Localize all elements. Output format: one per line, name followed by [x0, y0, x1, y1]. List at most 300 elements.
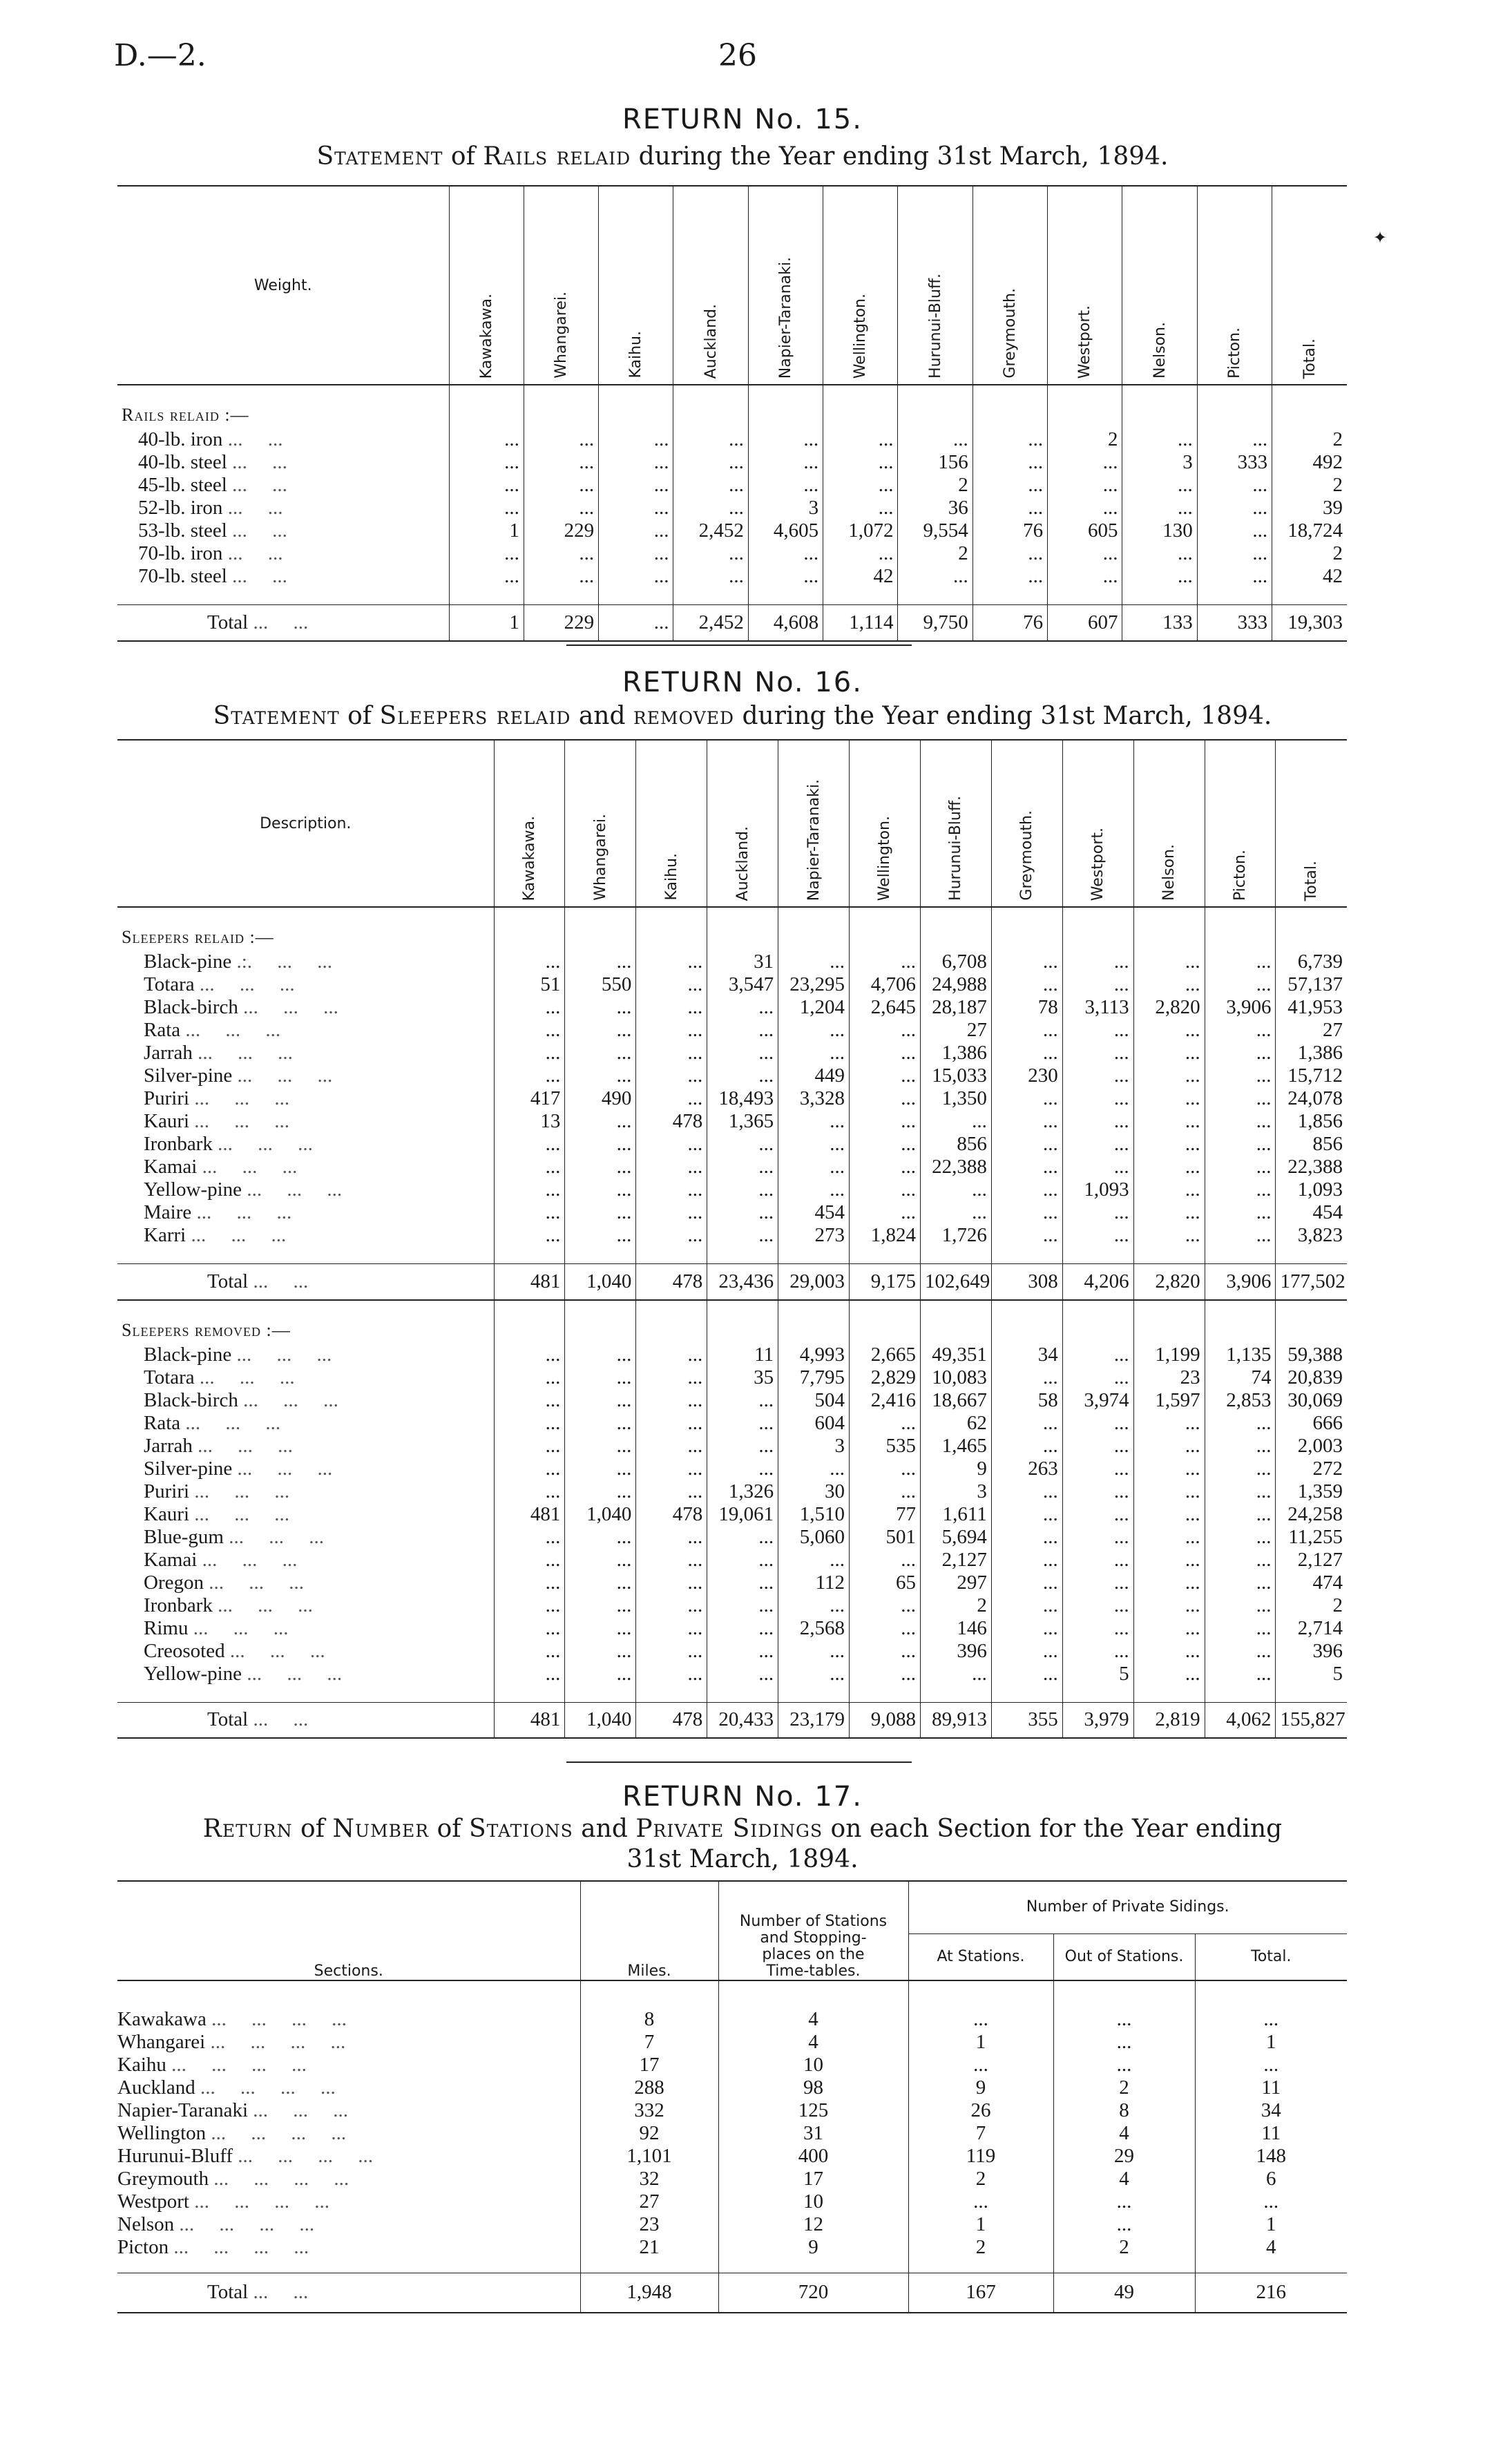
leader-dots: ... ... ...: [199, 973, 295, 995]
table-cell: ...: [1205, 1549, 1276, 1572]
row-label-text: Puriri: [144, 1087, 190, 1109]
table-cell: ...: [1197, 565, 1272, 588]
table-cell: 65: [850, 1572, 921, 1594]
row-label: [117, 1110, 494, 1133]
row-label: [117, 474, 449, 497]
table-cell: ...: [707, 1224, 778, 1247]
column-header: [707, 740, 778, 907]
row-label: [117, 1458, 494, 1480]
column-header: [1133, 740, 1205, 907]
table-cell: ...: [991, 951, 1062, 973]
table-cell: ...: [1205, 1617, 1276, 1640]
row-label: [117, 2122, 580, 2145]
leader-dots: ... ...: [227, 497, 283, 519]
table-cell: 396: [920, 1640, 991, 1663]
row-label: [117, 1617, 494, 1640]
table-cell: 4: [718, 2031, 908, 2054]
table-cell: ...: [494, 1042, 565, 1064]
table-row: [117, 2099, 1347, 2122]
table-cell: ...: [636, 1344, 707, 1366]
table-cell: ...: [449, 474, 524, 497]
column-header-label: Westport.: [1089, 827, 1107, 901]
row-label: [117, 1594, 494, 1617]
table-cell: 27: [920, 1019, 991, 1042]
table-cell: ...: [565, 1572, 636, 1594]
row-label: [117, 428, 449, 451]
table-cell: 133: [1122, 605, 1197, 641]
table-cell: 4: [1053, 2122, 1195, 2145]
row-label-text: Totara: [144, 973, 195, 995]
table-cell: ...: [565, 1064, 636, 1087]
table-cell: ...: [707, 1572, 778, 1594]
leader-dots: ... ...: [253, 1270, 309, 1292]
table-cell: ...: [494, 1344, 565, 1366]
row-label-text: Total: [207, 2281, 249, 2304]
column-header: [1122, 186, 1197, 385]
table-cell: ...: [636, 1594, 707, 1617]
column-header: [1062, 740, 1133, 907]
table-cell: 13: [494, 1110, 565, 1133]
table-cell: ...: [1205, 1594, 1276, 1617]
total-row: [117, 2273, 1347, 2313]
column-header: [1197, 186, 1272, 385]
table-cell: ...: [673, 565, 748, 588]
column-header: [748, 186, 823, 385]
table-cell: ...: [1133, 1064, 1205, 1087]
table-cell: 2,665: [850, 1344, 921, 1366]
row-label: [117, 497, 449, 519]
description-header: Description.: [260, 814, 352, 832]
row-label: [117, 1224, 494, 1247]
page-number: 26: [718, 38, 757, 73]
leader-dots: ... ... ...: [243, 1388, 338, 1411]
table-cell: ...: [449, 428, 524, 451]
out-of-stations-header: Out of Stations.: [1053, 1933, 1195, 1980]
table-cell: ...: [1133, 951, 1205, 973]
table-cell: 1,386: [920, 1042, 991, 1064]
table-cell: 42: [1272, 565, 1347, 588]
table-cell: ...: [707, 1133, 778, 1156]
leader-dots: ... ... ... ...: [179, 2213, 315, 2235]
row-label-text: Greymouth: [117, 2168, 209, 2190]
table-cell: ...: [707, 1064, 778, 1087]
table-cell: ...: [1133, 1458, 1205, 1480]
table-cell: ...: [1062, 1617, 1133, 1640]
table-cell: ...: [524, 497, 598, 519]
table-cell: ...: [748, 542, 823, 565]
leader-dots: ... ... ...: [193, 1616, 289, 1639]
row-label-text: 70-lb. iron: [138, 542, 223, 564]
leader-dots: ... ...: [232, 565, 287, 587]
table-cell: ...: [636, 996, 707, 1019]
table-cell: ...: [920, 1201, 991, 1224]
table-cell: ...: [1062, 1549, 1133, 1572]
table-cell: ...: [991, 1526, 1062, 1549]
table-row: [117, 474, 1347, 497]
sleepers-table: [117, 739, 1347, 1739]
table-cell: ...: [973, 428, 1047, 451]
row-label-text: Oregon: [144, 1571, 204, 1594]
table-cell: 29: [1053, 2145, 1195, 2168]
table-cell: 26: [908, 2099, 1053, 2122]
table-cell: 4: [718, 2008, 908, 2031]
table-cell: ...: [707, 1663, 778, 1685]
leader-dots: ... ... ... ...: [200, 2076, 336, 2099]
row-label-text: Rimu: [144, 1616, 189, 1639]
table-cell: ...: [1205, 973, 1276, 996]
table-cell: ...: [991, 1640, 1062, 1663]
table-cell: ...: [991, 1480, 1062, 1503]
table-cell: ...: [636, 1064, 707, 1087]
leader-dots: ... ...: [253, 1708, 309, 1731]
table-cell: ...: [991, 1087, 1062, 1110]
table-cell: ...: [1133, 973, 1205, 996]
table-cell: ...: [494, 1064, 565, 1087]
table-cell: ...: [707, 1178, 778, 1201]
table-cell: ...: [524, 474, 598, 497]
table-cell: ...: [1122, 542, 1197, 565]
leader-dots: ... ... ...: [202, 1156, 298, 1178]
table-cell: ...: [636, 1366, 707, 1389]
row-label: [117, 1480, 494, 1503]
table-cell: ...: [565, 1178, 636, 1201]
table-cell: 24,988: [920, 973, 991, 996]
table-cell: 5,694: [920, 1526, 991, 1549]
table-cell: ...: [991, 1224, 1062, 1247]
table-cell: ...: [707, 1412, 778, 1435]
table-cell: ...: [778, 1178, 850, 1201]
table-cell: ...: [636, 1019, 707, 1042]
table-cell: 24,258: [1276, 1503, 1347, 1526]
row-label: [117, 1064, 494, 1087]
row-label-text: Whangarei: [117, 2031, 206, 2053]
table-cell: ...: [1205, 1064, 1276, 1087]
leader-dots: ... ... ...: [199, 1366, 295, 1388]
column-header-label: Picton.: [1232, 849, 1249, 901]
section-divider: [566, 1761, 912, 1763]
table-cell: ...: [599, 497, 673, 519]
table-cell: 474: [1276, 1572, 1347, 1594]
table-cell: 32: [580, 2168, 718, 2190]
table-cell: ...: [1133, 1412, 1205, 1435]
table-cell: 504: [778, 1389, 850, 1412]
row-label-text: Kaihu: [117, 2054, 166, 2076]
table-cell: 22,388: [920, 1156, 991, 1178]
table-cell: ...: [599, 451, 673, 474]
table-cell: 119: [908, 2145, 1053, 2168]
table-cell: 3,906: [1205, 996, 1276, 1019]
row-label: [117, 2168, 580, 2190]
table-row: [117, 2008, 1347, 2031]
table-cell: 4: [1195, 2236, 1347, 2259]
private-sidings-header: Number of Private Sidings.: [908, 1881, 1347, 1933]
row-label: [117, 1366, 494, 1389]
table-cell: ...: [778, 1458, 850, 1480]
table-cell: ...: [565, 1133, 636, 1156]
table-cell: 3: [1122, 451, 1197, 474]
total-sidings-header: Total.: [1195, 1933, 1347, 1980]
table-cell: 1: [449, 519, 524, 542]
table-cell: 42: [823, 565, 898, 588]
table-cell: ...: [1205, 1201, 1276, 1224]
table-cell: 1,114: [823, 605, 898, 641]
table-cell: ...: [707, 1458, 778, 1480]
table-cell: ...: [1133, 1663, 1205, 1685]
table-cell: 58: [991, 1389, 1062, 1412]
table-cell: 2: [898, 542, 973, 565]
leader-dots: ... ... ...: [194, 1480, 290, 1502]
table-cell: 2: [1276, 1594, 1347, 1617]
row-label: [117, 1640, 494, 1663]
table-cell: ...: [850, 1042, 921, 1064]
table-cell: 148: [1195, 2145, 1347, 2168]
table-cell: 396: [1276, 1640, 1347, 1663]
row-label: [117, 2236, 580, 2259]
table-cell: ...: [1205, 1503, 1276, 1526]
table-cell: 2,819: [1133, 1702, 1205, 1738]
table-cell: ...: [494, 1526, 565, 1549]
table-cell: ...: [673, 428, 748, 451]
table-cell: 17: [718, 2168, 908, 2190]
table-cell: ...: [599, 519, 673, 542]
table-cell: 604: [778, 1412, 850, 1435]
table-cell: 57,137: [1276, 973, 1347, 996]
table-cell: ...: [565, 1224, 636, 1247]
table-cell: ...: [850, 1156, 921, 1178]
section-heading-row: [117, 402, 1347, 428]
table-row: [117, 1594, 1347, 1617]
leader-dots: ... ... ...: [218, 1133, 313, 1155]
column-header-label: Hurunui-Bluff.: [947, 796, 965, 901]
table-cell: ...: [748, 474, 823, 497]
table-cell: ...: [1197, 519, 1272, 542]
column-header-label: Hurunui-Bluff.: [926, 274, 944, 379]
table-cell: ...: [494, 1366, 565, 1389]
table-cell: 5,060: [778, 1526, 850, 1549]
table-cell: ...: [565, 1594, 636, 1617]
table-cell: 22,388: [1276, 1156, 1347, 1178]
table-row: [117, 1110, 1347, 1133]
table-cell: ...: [494, 1572, 565, 1594]
table-cell: ...: [991, 1133, 1062, 1156]
leader-dots: ... ... ...: [194, 1087, 290, 1109]
table-cell: ...: [1062, 1458, 1133, 1480]
table-cell: ...: [636, 1526, 707, 1549]
table-cell: ...: [599, 428, 673, 451]
row-label-text: Creosoted: [144, 1639, 225, 1662]
table-cell: 41,953: [1276, 996, 1347, 1019]
table-cell: 77: [850, 1503, 921, 1526]
row-label-text: Totara: [144, 1366, 195, 1388]
table-cell: 2: [1053, 2076, 1195, 2099]
row-label-text: Picton: [117, 2236, 169, 2258]
table-cell: ...: [850, 1019, 921, 1042]
table-cell: 9: [908, 2076, 1053, 2099]
table-cell: ...: [449, 542, 524, 565]
table-cell: ...: [1133, 1435, 1205, 1458]
row-label: [117, 1549, 494, 1572]
table-cell: ...: [565, 1640, 636, 1663]
table-cell: 102,649: [920, 1264, 991, 1300]
column-header-label: Kaihu.: [662, 853, 680, 901]
table-cell: ...: [565, 996, 636, 1019]
row-label: [117, 2008, 580, 2031]
table-row: [117, 951, 1347, 973]
table-cell: 12: [718, 2213, 908, 2236]
table-cell: 1,597: [1133, 1389, 1205, 1412]
table-cell: ...: [1062, 1572, 1133, 1594]
table-cell: 98: [718, 2076, 908, 2099]
table-cell: ...: [494, 1201, 565, 1224]
column-header-label: Kawakawa.: [520, 815, 538, 901]
table-cell: 333: [1197, 605, 1272, 641]
table-cell: ...: [973, 451, 1047, 474]
margin-mark: ✦: [1373, 228, 1388, 247]
table-cell: ...: [494, 1133, 565, 1156]
table-cell: ...: [494, 1617, 565, 1640]
row-label-text: Ironbark: [144, 1133, 213, 1155]
leader-dots: ... ... ...: [243, 996, 338, 1018]
table-cell: ...: [599, 605, 673, 641]
table-cell: ...: [636, 1617, 707, 1640]
leader-dots: ... ...: [232, 519, 287, 542]
table-cell: ...: [636, 1389, 707, 1412]
row-label-text: Rata: [144, 1411, 181, 1434]
table-cell: ...: [636, 1224, 707, 1247]
row-label-text: Wellington: [117, 2122, 207, 2144]
table-cell: ...: [1062, 1412, 1133, 1435]
table-cell: ...: [1122, 565, 1197, 588]
table-cell: 34: [991, 1344, 1062, 1366]
table-cell: ...: [1133, 1133, 1205, 1156]
table-cell: ...: [494, 1156, 565, 1178]
table-cell: 297: [920, 1572, 991, 1594]
leader-dots: ... ... ... ...: [210, 2031, 346, 2053]
row-label-text: Kauri: [144, 1110, 190, 1132]
table-cell: 3: [748, 497, 823, 519]
table-cell: ...: [1053, 2213, 1195, 2236]
table-cell: ...: [565, 1549, 636, 1572]
table-cell: ...: [524, 542, 598, 565]
row-label: [117, 1526, 494, 1549]
table-cell: 1,856: [1276, 1110, 1347, 1133]
leader-dots: ... ... ...: [253, 2099, 348, 2121]
table-cell: 400: [718, 2145, 908, 2168]
table-cell: 332: [580, 2099, 718, 2122]
table-cell: ...: [494, 1458, 565, 1480]
table-cell: ...: [565, 1480, 636, 1503]
row-label-text: Yellow-pine: [144, 1662, 242, 1685]
table-cell: ...: [565, 1617, 636, 1640]
table-cell: ...: [636, 1663, 707, 1685]
table-cell: 89,913: [920, 1702, 991, 1738]
section-divider: [566, 644, 912, 646]
return-16-title: RETURN No. 16.: [622, 667, 863, 698]
leader-dots: ... ... ...: [202, 1548, 298, 1571]
table-cell: ...: [778, 1133, 850, 1156]
table-cell: ...: [707, 1042, 778, 1064]
table-cell: 333: [1197, 451, 1272, 474]
at-stations-header: At Stations.: [908, 1933, 1053, 1980]
table-cell: ...: [636, 1572, 707, 1594]
table-cell: ...: [1205, 1133, 1276, 1156]
leader-dots: ... ...: [253, 2281, 309, 2304]
column-header-label: Greymouth.: [1018, 810, 1036, 901]
table-cell: 7: [908, 2122, 1053, 2145]
table-cell: 856: [920, 1133, 991, 1156]
section-heading: Sleepers removed :—: [122, 1319, 291, 1340]
row-label-text: Black-birch: [144, 996, 238, 1018]
table-cell: ...: [1048, 474, 1122, 497]
table-cell: ...: [991, 1572, 1062, 1594]
column-header: [494, 740, 565, 907]
table-cell: 3,823: [1276, 1224, 1347, 1247]
table-cell: 229: [524, 519, 598, 542]
table-cell: ...: [1048, 542, 1122, 565]
leader-dots: ... ... ...: [194, 1110, 290, 1132]
table-cell: ...: [850, 1110, 921, 1133]
table-row: [117, 2122, 1347, 2145]
table-cell: 39: [1272, 497, 1347, 519]
table-cell: ...: [1133, 1572, 1205, 1594]
column-header-label: Nelson.: [1160, 844, 1178, 901]
table-cell: 2: [1272, 474, 1347, 497]
table-cell: 2,416: [850, 1389, 921, 1412]
table-cell: 1,611: [920, 1503, 991, 1526]
table-cell: 49: [1053, 2273, 1195, 2313]
table-cell: 272: [1276, 1458, 1347, 1480]
table-cell: 1,204: [778, 996, 850, 1019]
section-heading-row: [117, 1317, 1347, 1344]
row-label-text: Hurunui-Bluff: [117, 2145, 233, 2167]
row-label: [117, 605, 449, 641]
table-cell: ...: [1133, 1640, 1205, 1663]
table-cell: ...: [524, 565, 598, 588]
row-label-text: Jarrah: [144, 1434, 193, 1457]
table-cell: ...: [1062, 1019, 1133, 1042]
table-cell: 1: [449, 605, 524, 641]
table-cell: 856: [1276, 1133, 1347, 1156]
table-cell: 3,113: [1062, 996, 1133, 1019]
table-cell: 216: [1195, 2273, 1347, 2313]
table-cell: ...: [636, 1435, 707, 1458]
leader-dots: ... ... ...: [229, 1639, 325, 1662]
table-cell: ...: [991, 1549, 1062, 1572]
table-cell: ...: [850, 1594, 921, 1617]
table-cell: ...: [991, 1019, 1062, 1042]
table-cell: 1,199: [1133, 1344, 1205, 1366]
table-cell: 23: [1133, 1366, 1205, 1389]
table-cell: ...: [524, 428, 598, 451]
row-label-text: Kawakawa: [117, 2008, 207, 2030]
table-row: [117, 428, 1347, 451]
table-cell: ...: [1205, 1042, 1276, 1064]
row-label-text: Nelson: [117, 2213, 175, 2235]
table-cell: 28,187: [920, 996, 991, 1019]
table-cell: ...: [850, 1458, 921, 1480]
column-header: [1272, 186, 1347, 385]
table-cell: ...: [1133, 1201, 1205, 1224]
table-cell: 23,295: [778, 973, 850, 996]
table-cell: ...: [1195, 2054, 1347, 2076]
table-cell: ...: [991, 1412, 1062, 1435]
table-cell: ...: [1205, 1572, 1276, 1594]
leader-dots: ... ... ... ...: [211, 2008, 347, 2030]
leader-dots: ... ...: [227, 542, 283, 564]
total-row: [117, 1264, 1347, 1300]
total-row: [117, 1702, 1347, 1738]
table-cell: ...: [707, 1594, 778, 1617]
